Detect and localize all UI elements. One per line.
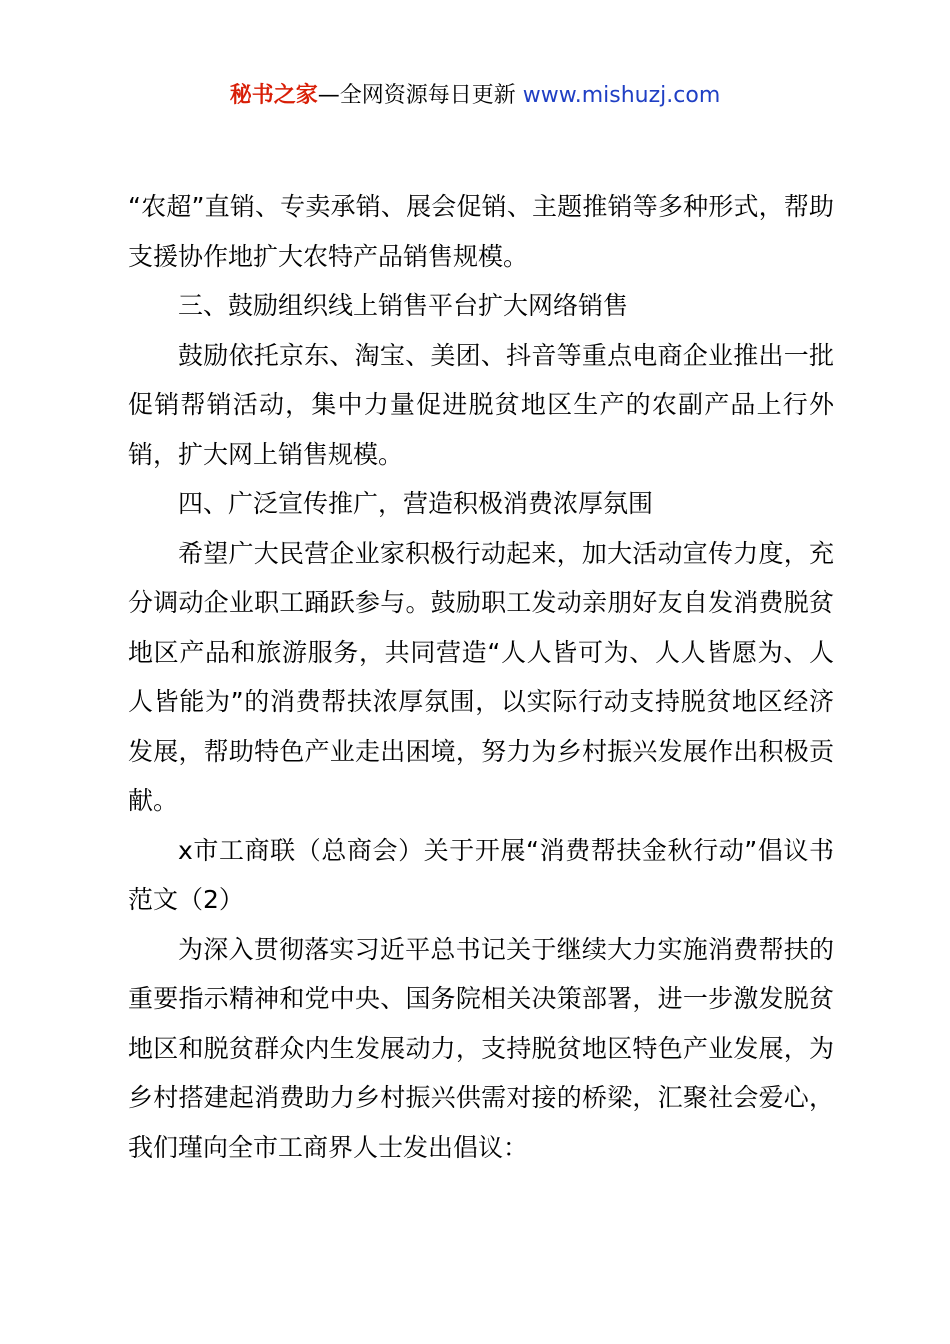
section-heading-4: 四、广泛宣传推广，营造积极消费浓厚氛围 — [178, 489, 654, 518]
document-body — [128, 182, 834, 1172]
document-title: x市工商联（总商会）关于开展“消费帮扶金秋行动”倡议书范文（2） — [128, 835, 834, 914]
paragraph-continued: “农超”直销、专卖承销、展会促销、主题推销等多种形式，帮助支援协作地扩大农特产品销售规模。 — [128, 192, 834, 271]
paragraph: 希望广大民营企业家积极行动起来，加大活动宣传力度，充分调动企业职工踊跃参与。鼓励职工发动亲朋好友自发消费脱贫地区产品和旅游服务，共同营造“人人皆可为、人人皆愿为、人人皆能为”的消费帮扶浓厚氛围，以实际行动支持脱贫地区经济发展，帮助特色产业走出困境，努力为乡村振兴发展作出积极贡献。 — [128, 538, 834, 815]
page-header — [0, 80, 950, 112]
paragraph: 为深入贯彻落实习近平总书记关于继续大力实施消费帮扶的重要指示精神和党中央、国务院相关决策部署，进一步激发脱贫地区和脱贫群众内生发展动力，支持脱贫地区特色产业发展，为乡村搭建起消费助力乡村振兴供需对接的桥梁，汇聚社会爱心，我们瑾向全市工商界人士发出倡议： — [128, 934, 834, 1162]
site-brand: 秘书之家 — [229, 83, 318, 108]
site-url[interactable]: www.mishuzj.com — [522, 83, 721, 108]
section-heading-3: 三、鼓励组织线上销售平台扩大网络销售 — [178, 291, 629, 320]
site-slogan: —全网资源每日更新 — [317, 83, 523, 108]
paragraph: 鼓励依托京东、淘宝、美团、抖音等重点电商企业推出一批促销帮销活动，集中力量促进脱贫地区生产的农副产品上行外销，扩大网上销售规模。 — [128, 340, 834, 469]
